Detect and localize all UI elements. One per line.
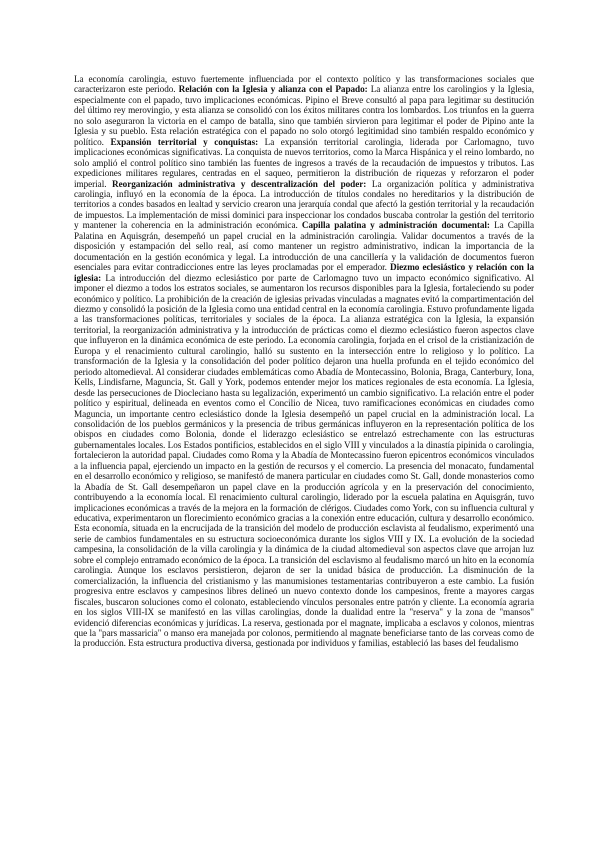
text-run: La organización política y administrativa carolingia, influyó en la economía de la época. La introducción de títulos condales no hereditarios y la distribución de territorios a condes basados en lealtad y servicio crearon una jerarquía condal que afectó la gestión territorial y la recaudación de impuestos. La implementación de missi dominici para inspeccionar los condados buscaba controlar la gestión del territorio y mantener la coherencia en la administración económica. (74, 178, 534, 231)
text-run: La expansión territorial carolingia, liderada por Carlomagno, tuvo implicaciones económicas significativas. La conquista de nuevos territorios, como la Marca Hispánica y el reino lombardo, no solo amplió el control político sino también las fuentes de ingresos a través de la recaudación de impuestos y tributos. Las expediciones militares regulares, centradas en el saqueo, permitieron la distribución de riquezas y reforzaron el poder imperial. (74, 136, 534, 189)
document-page (74, 74, 534, 649)
section-heading-reorganizacion: Reorganización administrativa y descentralización del poder: (112, 178, 367, 189)
text-run: La alianza entre los carolingios y la Iglesia, especialmente con el papado, tuvo implicaciones económicas. Pipino el Breve consultó al papa para legitimar su destitución del último rey merovingio, y esta alianza se consolidó con los éxitos militares contra los lombardos. Los triunfos en la guerra no solo aseguraron la victoria en el campo de batalla, sino que también sirvieron para legitimar el poder de Pipino ante la Iglesia y su pueblo. Esta relación estratégica con el papado no solo otorgó legitimidad sino también respaldo económico y político. (74, 84, 534, 147)
text-run: La Capilla Palatina en Aquisgrán, desempeñó un papel crucial en la administración carolingia. Validar documentos a través de la disposición y estampación del sello real, así como mantener un registro administrativo, indican la importancia de la documentación en la gestión económica y legal. La introducción de una cancillería y la validación de documentos fueron esenciales para evitar contradicciones entre las leyes proclamadas por el emperador. (74, 220, 534, 273)
section-heading-iglesia: Relación con la Iglesia y alianza con el Papado: (178, 84, 368, 95)
section-heading-expansion: Expansión territorial y conquistas: (110, 136, 259, 147)
body-paragraph (74, 74, 534, 649)
section-heading-capilla: Capilla palatina y administración documental: (301, 220, 490, 231)
section-heading-diezmo: Diezmo eclesiástico y relación con la iglesia: (74, 262, 534, 283)
text-run: La economía carolingia, estuvo fuertemente influenciada por el contexto político y las transformaciones sociales que caracterizaron este periodo. (74, 74, 534, 95)
text-run: La introducción del diezmo eclesiástico por parte de Carlomagno tuvo un impacto económico significativo. Al imponer el diezmo a todos los estratos sociales, se aumentaron los recursos disponibles para la Iglesia, fortaleciendo su poder económico y político. La prohibición de la creación de iglesias privadas vinculadas a magnates evitó la compartimentación del diezmo y consolidó la posición de la Iglesia como una entidad central en la economía carolingia. Estuvo profundamente ligada a las transformaciones políticas, territoriales y sociales de la época. La alianza estratégica con la Iglesia, la expansión territorial, la reorganización administrativa y la introducción de prácticas como el diezmo eclesiástico fueron aspectos clave que influyeron en la dinámica económica de este periodo. La economía carolingia, forjada en el crisol de la cristianización de Europa y el renacimiento cultural carolingio, halló su sustento en la intersección entre lo religioso y lo político. La transformación de la Iglesia y la consolidación del poder político dejaron una huella profunda en el tejido económico del periodo altomedieval. Al considerar ciudades emblemáticas como Abadía de Montecassino, Bolonia, Braga, Canterbury, Iona, Kells, Lindisfarne, Maguncia, St. Gall y York, podemos entender mejor los matices regionales de esta economía. La Iglesia, desde las persecuciones de Diocleciano hasta su legalización, experimentó un cambio significativo. La relación entre el poder político y espiritual, delineada en eventos como el Concilio de Nicea, tuvo ramificaciones económicas en ciudades como Maguncia, un importante centro eclesiástico donde la Iglesia desempeñó un papel crucial en la administración local. La consolidación de los pueblos germánicos y la presencia de tribus germánicas influyeron en la representación política de los obispos en ciudades como Bolonia, donde el liderazgo eclesiástico se entrelazó estrechamente con las estructuras gubernamentales locales. Los Estados pontificios, establecidos en el siglo VIII y vinculados a la dinastía pipinida o carolingia, fortalecieron la autoridad papal. Ciudades como Roma y la Abadía de Montecassino fueron epicentros económicos vinculados a la influencia papal, ejerciendo un impacto en la gestión de recursos y el comercio. La presencia del monacato, fundamental en el desarrollo económico y religioso, se manifestó de manera particular en ciudades como St. Gall, donde monasterios como la Abadía de St. Gall desempeñaron un papel clave en la producción agrícola y en la preservación del conocimiento, contribuyendo a la economía local. El renacimiento cultural carolingio, liderado por la escuela palatina en Aquisgrán, tuvo implicaciones económicas a través de la mejora en la formación de clérigos. Ciudades como York, con su influencia cultural y educativa, experimentaron un florecimiento económico gracias a la conexión entre educación, cultura y desarrollo económico. Esta economía, situada en la encrucijada de la transición del modelo de producción esclavista al feudalismo, experimentó una serie de cambios fundamentales en su estructura socioeconómica durante los siglos VIII y IX. La evolución de la sociedad campesina, la consolidación de la villa carolingia y la dinámica de la ciudad altomedieval son aspectos clave que arrojan luz sobre el complejo entramado económico de la época. La transición del esclavismo al feudalismo marcó un hito en la economía carolingia. Aunque los esclavos persistieron, dejaron de ser la unidad básica de producción. La disminución de la comercialización, la influencia del cristianismo y las manumisiones testamentarias contribuyeron a este cambio. La fusión progresiva entre esclavos y campesinos libres delineó un nuevo contexto donde los campesinos, frente a mayores cargas fiscales, buscaron soluciones como el colonato, estableciendo vínculos personales entre patrón y cliente. La economía agraria en los siglos VIII-IX se manifestó en las villas carolingias, donde la dualidad entre la "reserva" y la zona de "mansos" evidenció diferencias económicas y jurídicas. La reserva, gestionada por el magnate, implicaba a esclavos y colonos, mientras que la "pars massaricia" o manso era manejada por colonos, permitiendo al magnate beneficiarse tanto de las corveas como de la producción. Esta estructura productiva diversa, gestionada por individuos y familias, estableció las bases del feudalismo (74, 272, 534, 649)
